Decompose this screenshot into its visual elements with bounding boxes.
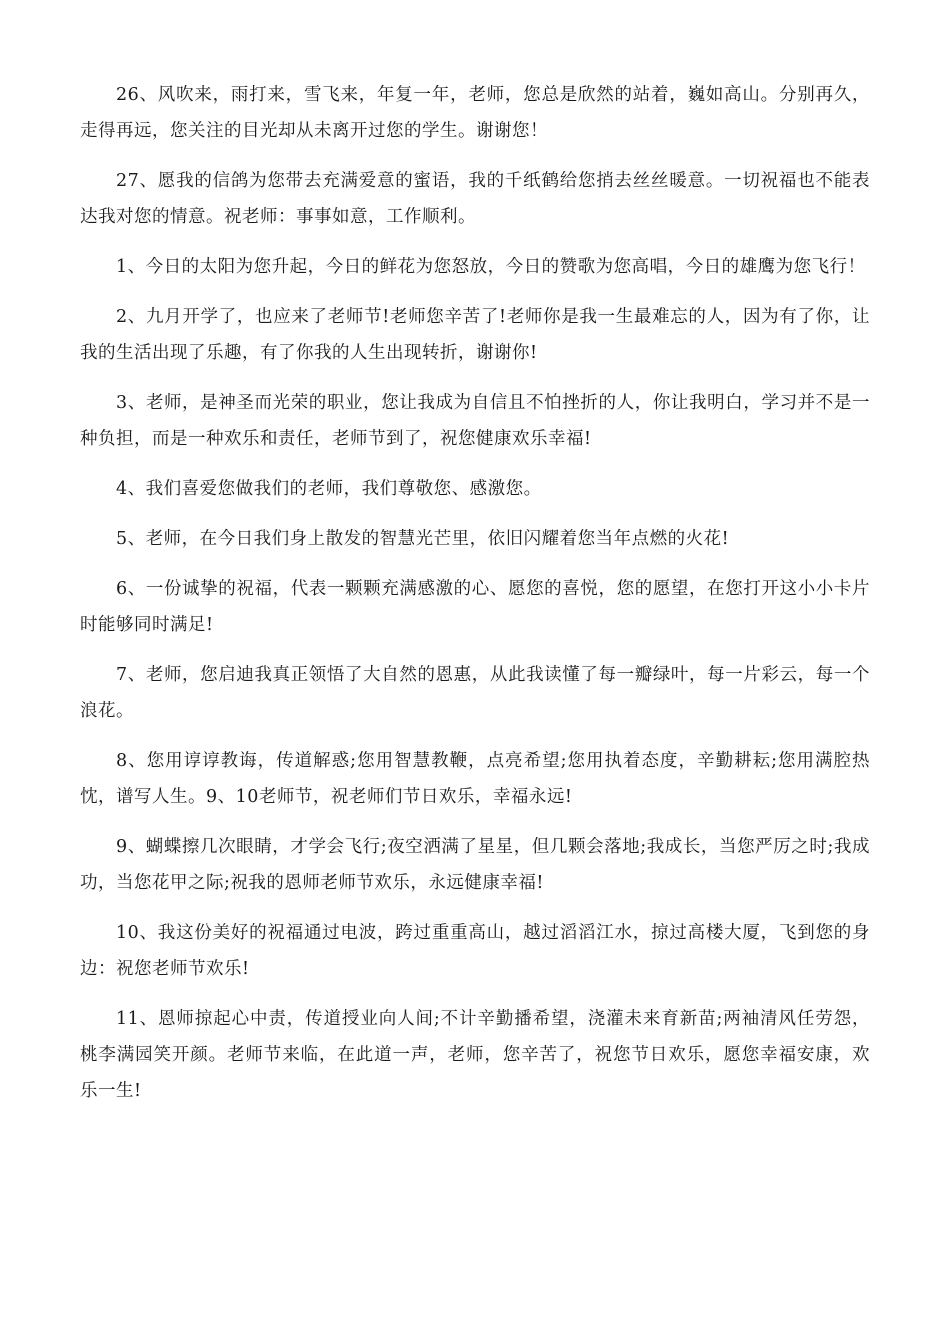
paragraph-9: 9、蝴蝶擦几次眼睛，才学会飞行;夜空洒满了星星，但几颗会落地;我成长，当您严厉之时;我成功，当您花甲之际;祝我的恩师老师节欢乐，永远健康幸福! — [80, 837, 870, 893]
paragraph-5: 5、老师，在今日我们身上散发的智慧光芒里，依旧闪耀着您当年点燃的火花! — [116, 529, 730, 549]
paragraph-8: 8、您用谆谆教诲，传道解惑;您用智慧教鞭，点亮希望;您用执着态度，辛勤耕耘;您用满腔热忱，谱写人生。9、10老师节，祝老师们节日欢乐，幸福永远! — [80, 751, 870, 807]
paragraph-3: 3、老师，是神圣而光荣的职业，您让我成为自信且不怕挫折的人，你让我明白，学习并不是一种负担，而是一种欢乐和责任，老师节到了，祝您健康欢乐幸福! — [80, 393, 870, 449]
paragraph-6: 6、一份诚挚的祝福，代表一颗颗充满感激的心、愿您的喜悦，您的愿望，在您打开这小小卡片时能够同时满足! — [80, 579, 870, 635]
paragraph-2: 2、九月开学了，也应来了老师节!老师您辛苦了!老师你是我一生最难忘的人，因为有了你，让我的生活出现了乐趣，有了你我的人生出现转折，谢谢你! — [80, 307, 870, 363]
paragraph-4: 4、我们喜爱您做我们的老师，我们尊敬您、感激您。 — [116, 479, 542, 499]
paragraph-1: 1、今日的太阳为您升起，今日的鲜花为您怒放，今日的赞歌为您高唱，今日的雄鹰为您飞行！ — [116, 257, 866, 277]
paragraph-26: 26、风吹来，雨打来，雪飞来，年复一年，老师，您总是欣然的站着，巍如高山。分别再久，走得再远，您关注的目光却从未离开过您的学生。谢谢您！ — [80, 85, 870, 141]
paragraph-7: 7、老师，您启迪我真正领悟了大自然的恩惠，从此我读懂了每一瓣绿叶，每一片彩云，每一个浪花。 — [80, 665, 870, 721]
document-body — [80, 77, 870, 1123]
paragraph-27: 27、愿我的信鸽为您带去充满爱意的蜜语，我的千纸鹤给您捎去丝丝暖意。一切祝福也不能表达我对您的情意。祝老师：事事如意，工作顺利。 — [80, 171, 870, 227]
paragraph-11: 11、恩师掠起心中责，传道授业向人间;不计辛勤播希望，浇灌未来育新苗;两袖清风任劳怨，桃李满园笑开颜。老师节来临，在此道一声，老师，您辛苦了，祝您节日欢乐，愿您幸福安康，欢乐一生! — [80, 1009, 870, 1101]
paragraph-10: 10、我这份美好的祝福通过电波，跨过重重高山，越过滔滔江水，掠过高楼大厦，飞到您的身边：祝您老师节欢乐! — [80, 923, 870, 979]
